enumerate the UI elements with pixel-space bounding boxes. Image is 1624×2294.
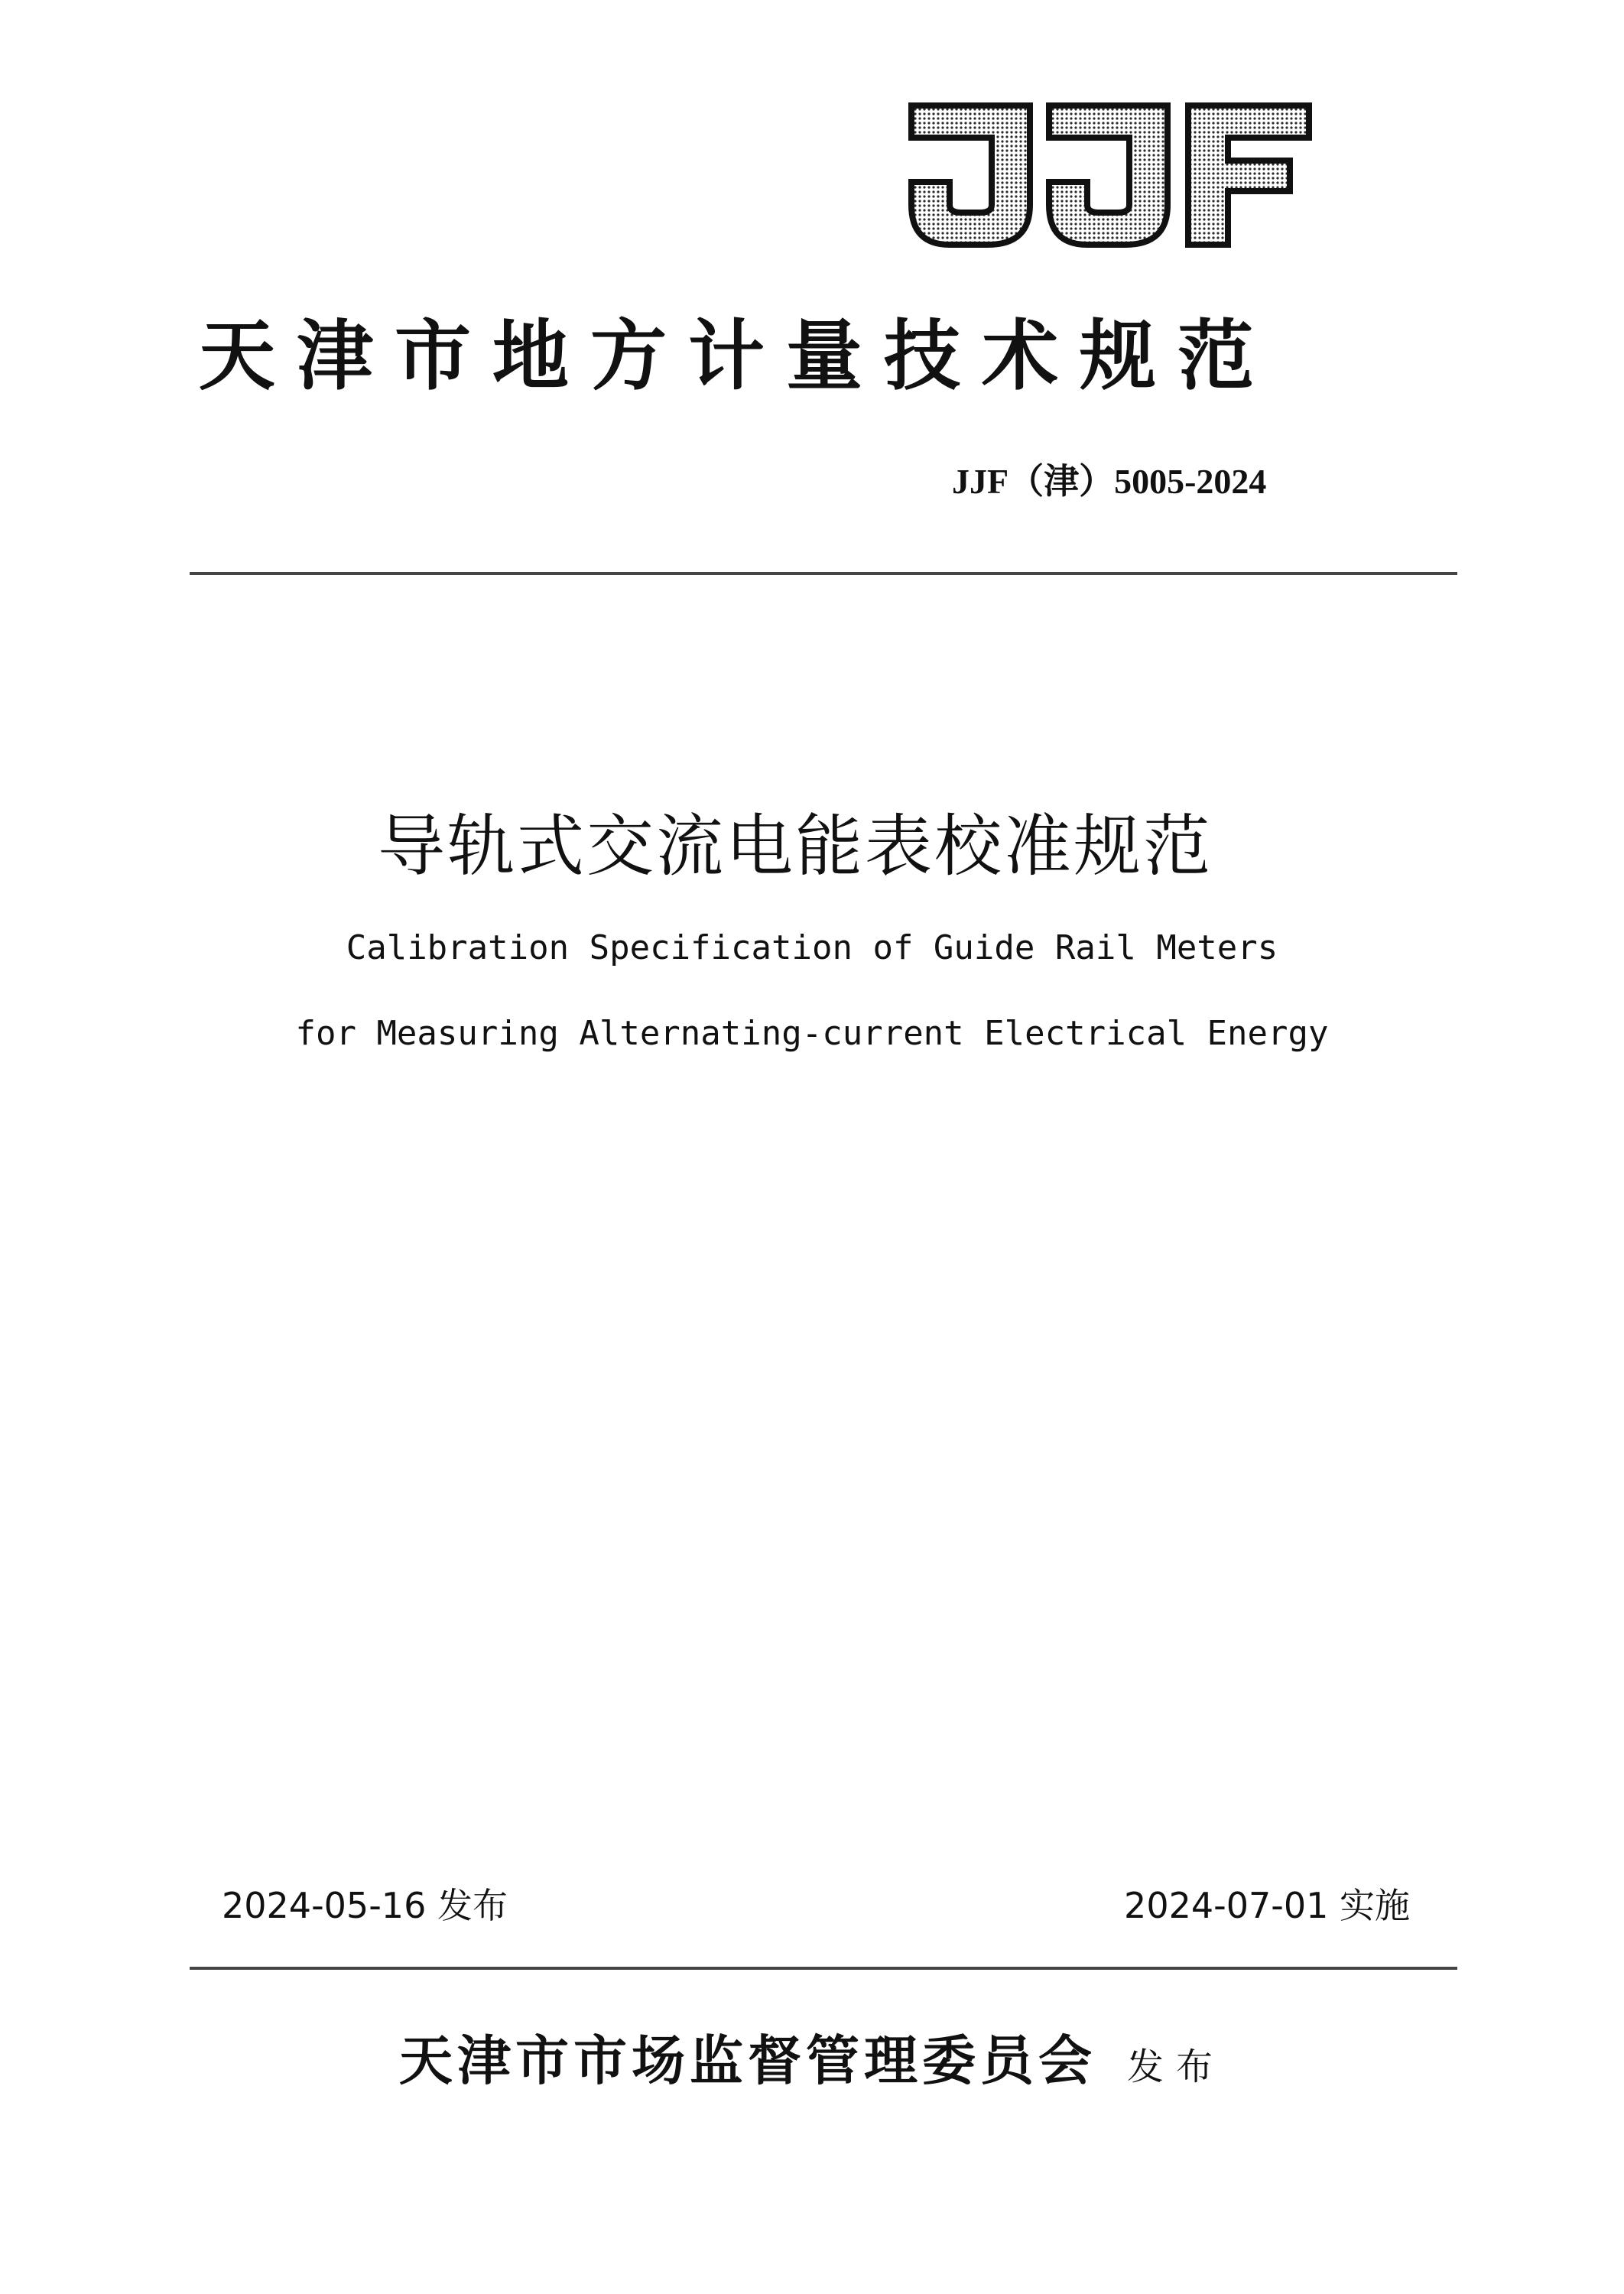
footer-divider <box>190 1967 1457 1970</box>
publisher-name: 天津市市场监督管理委员会 <box>398 2029 1096 2092</box>
header-divider <box>190 572 1457 575</box>
title-english-line2: for Measuring Alternating-current Electrical Energy <box>295 1014 1329 1053</box>
title-english-line1: Calibration Specification of Guide Rail Meters <box>346 928 1278 967</box>
implementation-date: 2024-07-01 实施 <box>1124 1885 1410 1926</box>
standard-number: JJF（津）5005-2024 <box>952 462 1267 501</box>
publisher-line <box>0 2019 1624 2117</box>
title-chinese: 导轨式交流电能表校准规范 <box>378 807 1213 885</box>
issue-date: 2024-05-16 发布 <box>222 1885 508 1926</box>
publisher-suffix: 发布 <box>1126 2045 1225 2088</box>
org-heading: 天津市地方计量技术规范 <box>199 310 1275 401</box>
jjf-logo <box>904 98 1317 251</box>
